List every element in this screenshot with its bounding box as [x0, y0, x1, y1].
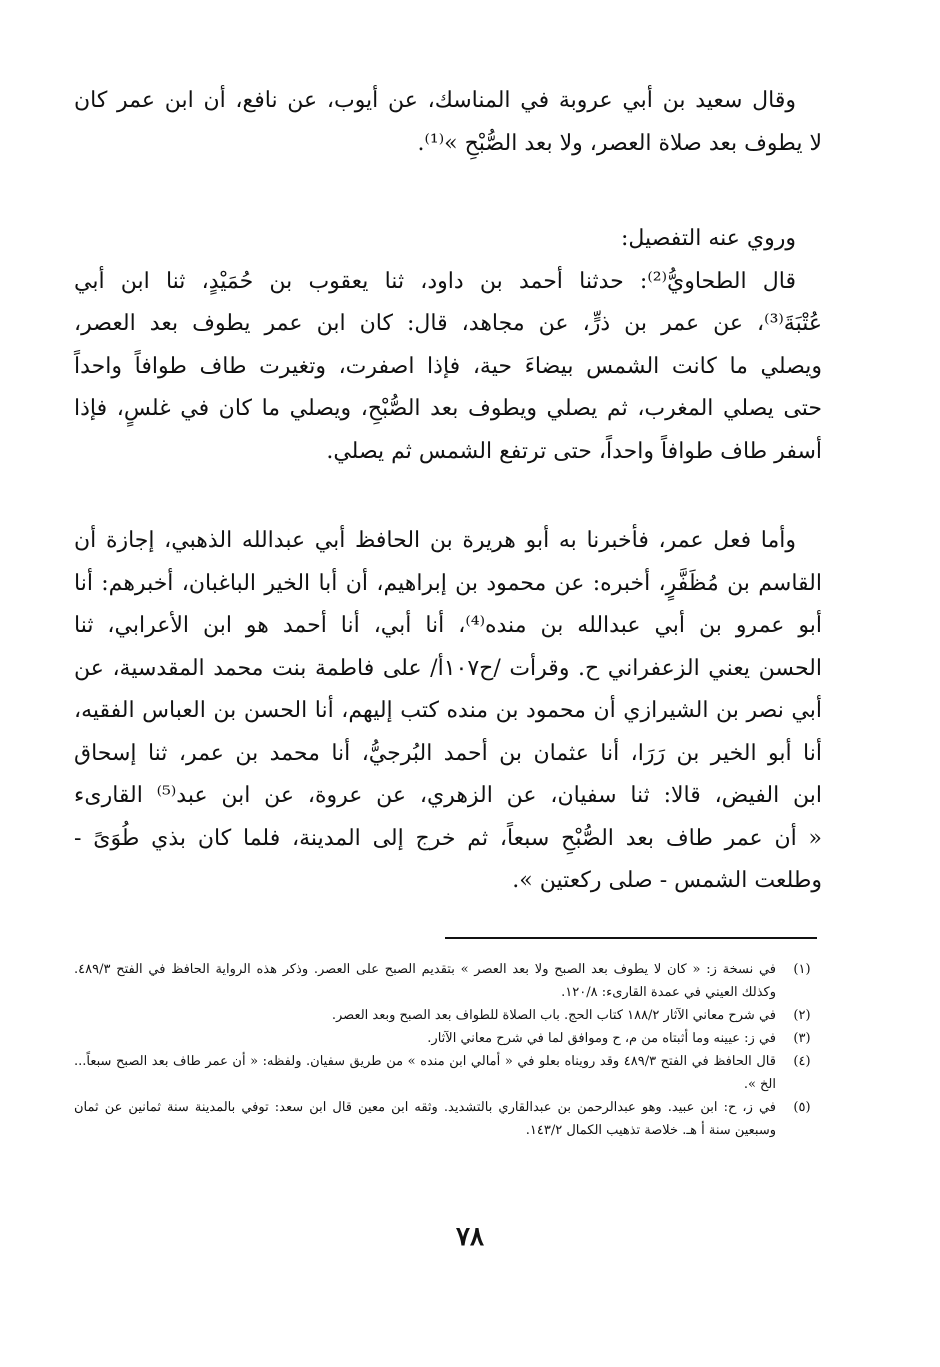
footnote — [74, 1096, 822, 1142]
paragraph-1 — [74, 80, 822, 165]
footnote — [74, 1004, 822, 1027]
page-number: ٧٨ — [456, 1222, 484, 1252]
footnote — [74, 958, 822, 1004]
text-line: وطلعت الشمس - صلى ركعتين ». — [512, 868, 822, 893]
footnote-number: (١) — [793, 962, 811, 977]
paragraph-2 — [74, 218, 822, 473]
footnote-text: في نسخة ز: « كان لا يطوف بعد الصبح ولا بعد العصر » بتقديم الصبح على العصر. وذكر هذه الرواية الحافظ في الفتح ٤٨٩/٣. وكذلك العيني في عمدة القارىء: ١٢٠/٨. — [74, 962, 776, 1000]
text-line: وأما فعل عمر، فأخبرنا به أبو هريرة بن الحافظ أبي عبدالله الذهبي، إجازة أن — [74, 528, 796, 553]
footnote — [74, 1027, 822, 1050]
text-line: عُتْبَةَ⁽³⁾، عن عمر بن ذرٍّ، عن مجاهد، قال: كان ابن عمر يطوف بعد العصر، — [74, 311, 822, 336]
footnote-text: في ز، ح: ابن عبيد. وهو عبدالرحمن بن عبدالقاري بالتشديد. وثقه ابن معين قال ابن سعد: توفي بالمدينة سنة ثمانين عن ثمان وسبعين سنة أ هـ. خلاصة تذهيب الكمال ١٤٣/٢. — [74, 1100, 776, 1138]
footnote-text: في ز: عيينه وما أثبتاه من م، ح وموافق لما في شرح معاني الآثار. — [427, 1031, 776, 1046]
footnote-divider — [445, 937, 817, 939]
footnote — [74, 1050, 822, 1096]
paragraph-3 — [74, 520, 822, 903]
footnote-text: قال الحافظ في الفتح ٤٨٩/٣ وقد رويناه بعلو في « أمالي ابن منده » من طريق سفيان. ولفظه: « أن عمر طاف بعد الصبح سبعاً... الخ ». — [74, 1054, 776, 1092]
text-line: ويصلي ما كانت الشمس بيضاءَ حية، فإذا اصفرت، وتغيرت طاف طوافاً واحداً — [74, 353, 822, 379]
text-line: أبو عمرو بن أبي عبدالله بن منده⁽⁴⁾، أنا أبي، أنا أحمد هو ابن الأعرابي، ثنا — [74, 613, 822, 638]
text-line: « أن عمر طاف بعد الصُّبْحِ سبعاً، ثم خرج إلى المدينة، فلما كان بذي طُوَىً - — [74, 825, 822, 851]
text-line: أسفر طاف طوافاً واحداً، حتى ترتفع الشمس ثم يصلي. — [326, 438, 822, 464]
text-line: وروي عنه التفصيل: — [620, 226, 796, 251]
text-line: وقال سعيد بن أبي عروبة في المناسك، عن أيوب، عن نافع، أن ابن عمر كان — [74, 88, 796, 113]
text-line: حتى يصلي المغرب، ثم يصلي ويطوف بعد الصُّبْحِ، ويصلي ما كان في غلسٍ، فإذا — [74, 396, 822, 421]
text-line: لا يطوف بعد صلاة العصر، ولا بعد الصُّبْحِ »⁽¹⁾. — [417, 130, 822, 156]
footnote-text: في شرح معاني الآثار ١٨٨/٢ كتاب الحج. باب الصلاة للطواف بعد الصبح وبعد العصر. — [331, 1008, 776, 1023]
footnote-number: (٥) — [793, 1100, 811, 1115]
text-line: الحسن يعني الزعفراني ح. وقرأت /ح١٠٧أ/ على فاطمة بنت محمد المقدسية، عن — [74, 655, 822, 681]
footnote-number: (٢) — [793, 1008, 811, 1023]
footnote-number: (٤) — [793, 1054, 811, 1069]
text-line: أنا أبو الخير بن رَرَا، أنا عثمان بن أحمد البُرجيُّ، أنا محمد بن عمر، ثنا إسحاق — [74, 740, 822, 766]
text-line: أبي نصر بن الشيرازي أن محمود بن منده كتب إليهم، أنا الحسن بن العباس الفقيه، — [74, 698, 822, 723]
footnotes — [74, 958, 822, 1142]
text-line: ابن الفيض، قالا: ثنا سفيان، عن الزهري، عن عروة، عن ابن عبد⁽⁵⁾ القارىء — [74, 783, 822, 808]
text-line: قال الطحاويُّ⁽²⁾: حدثنا أحمد بن داود، ثنا يعقوب بن حُمَيْدٍ، ثنا ابن أبي — [74, 268, 796, 294]
footnote-number: (٣) — [793, 1031, 811, 1046]
text-line: القاسم بن مُظَفَّرٍ، أخبره: عن محمود بن إبراهيم، أن أبا الخير الباغبان، أخبرهم: أنا — [74, 570, 822, 596]
